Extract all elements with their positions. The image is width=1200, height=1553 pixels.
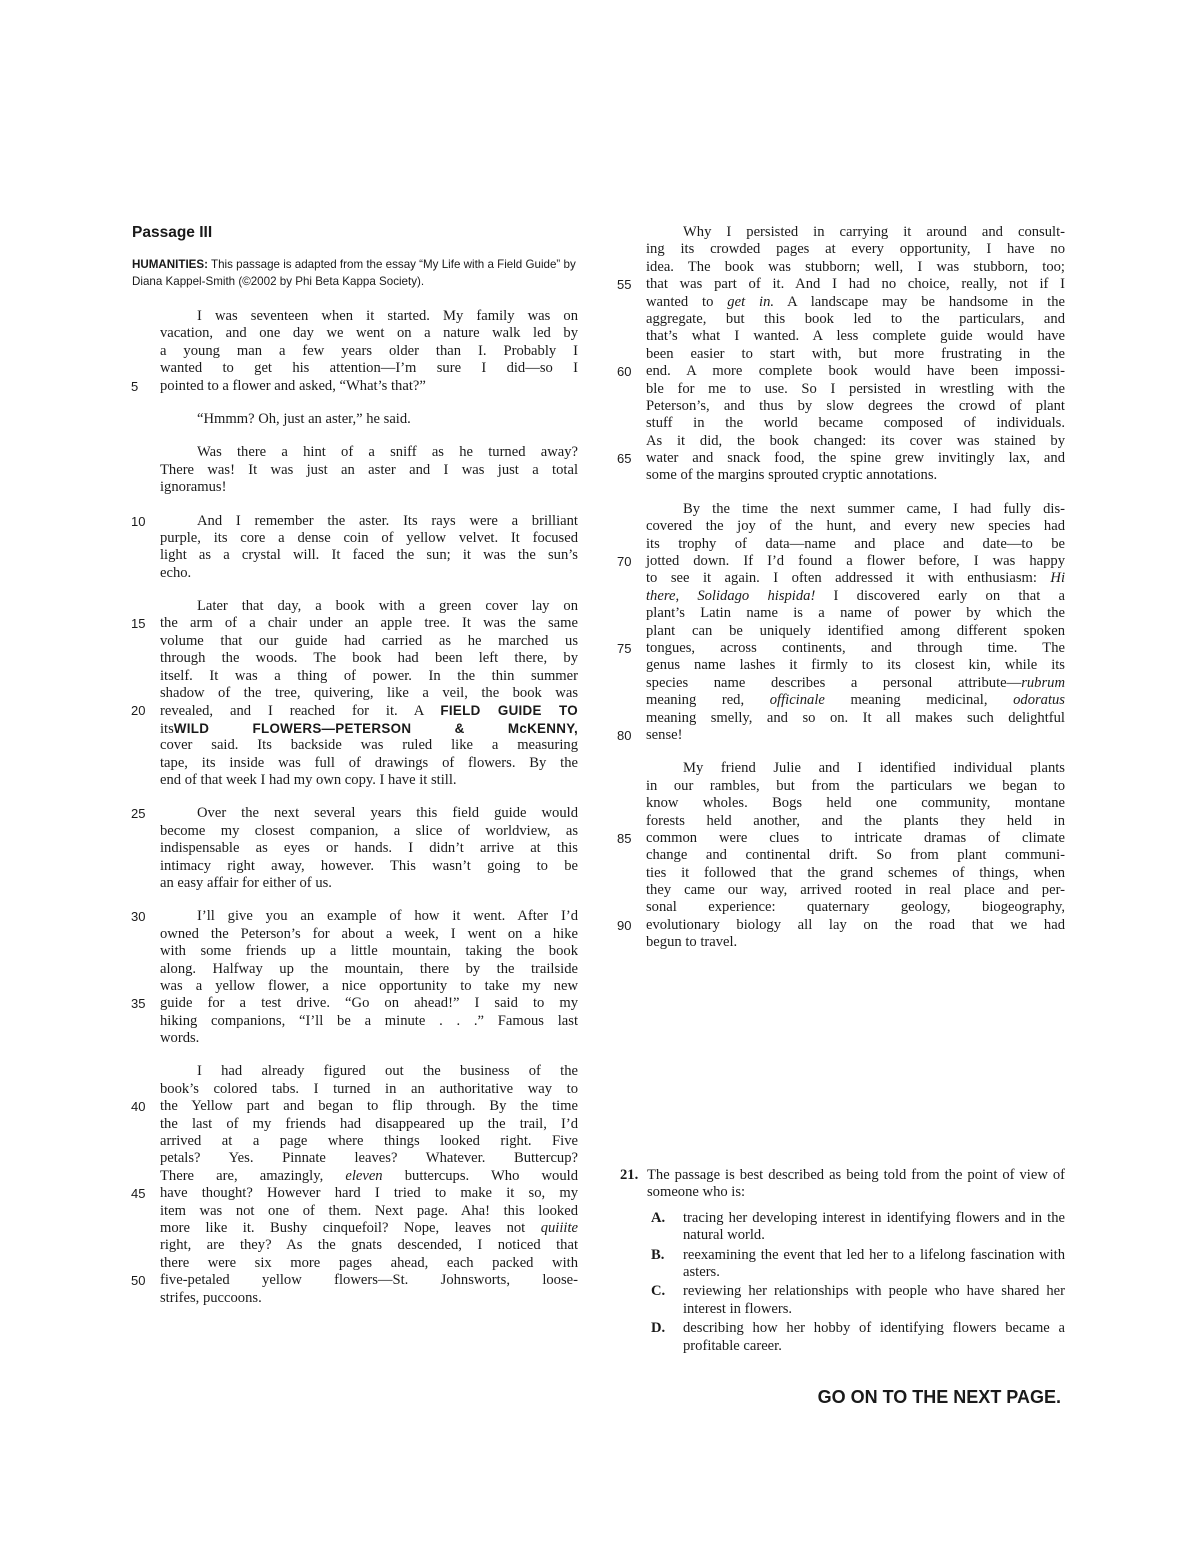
text-line: Peterson’s, and thus by slow degrees the crowd of plant	[646, 397, 1065, 414]
text-line: echo.	[160, 564, 192, 581]
text-line: 25 Over the next several years this field guide would	[131, 805, 578, 822]
answer-option[interactable]	[620, 1320, 1065, 1355]
text-line: owned the Peterson’s for about a week, I went on a hike	[160, 925, 578, 942]
paragraph	[160, 411, 578, 428]
book-title: FIELD GUIDE TO	[440, 703, 578, 719]
option-text: tracing her developing interest in identifying flowers and in the natural world.	[683, 1209, 1065, 1244]
text-line: tape, its inside was full of drawings of flowers. By the	[160, 754, 578, 771]
passage-left-column	[131, 224, 578, 1323]
text-line: begun to travel.	[646, 934, 738, 951]
text-line: more like it. Bushy cinquefoil? Nope, leaves not quiiite	[160, 1219, 578, 1236]
text-line: meaning smelly, and so on. It all makes such delightful	[646, 709, 1065, 726]
text-line: ing its crowded pages at every opportunity, I have no	[646, 241, 1065, 258]
paragraph	[160, 444, 578, 496]
text-line: ties it followed that the grand schemes of things, when	[646, 864, 1065, 881]
line-number: 90	[617, 917, 632, 933]
italic-text: rubrum	[1021, 674, 1065, 691]
text-line: wanted to get in. A landscape may be handsome in the	[646, 293, 1066, 310]
text-line: there, Solidago hispida! I discovered early on that a	[646, 587, 1065, 604]
text-line: an easy affair for either of us.	[160, 874, 332, 891]
text-line: 50 five-petaled yellow flowers—St. Johnsworts, loose-	[131, 1272, 578, 1289]
text-line: there were six more pages ahead, each packed with	[160, 1254, 578, 1271]
text-line: shadow of the tree, quivering, like a veil, the book was	[160, 685, 578, 702]
text-line: right, are they? As the gnats descended, I noticed that	[160, 1237, 578, 1254]
text-line: idea. The book was stubborn; well, I was stubborn, too;	[646, 258, 1065, 275]
question-stem	[620, 1167, 1065, 1202]
paragraph	[131, 805, 578, 892]
paragraph	[131, 908, 578, 1047]
text-line: “Hmmm? Oh, just an aster,” he said.	[197, 410, 411, 427]
text-line: 20 revealed, and I reached for it. A FIELD GUIDE TO	[131, 703, 578, 720]
text-line: I was seventeen when it started. My family was on	[197, 308, 578, 324]
text-line: By the time the next summer came, I had fully dis-	[683, 500, 1065, 517]
paragraph	[131, 512, 578, 583]
text-line: ignoramus!	[160, 479, 227, 496]
option-text: describing how her hobby of identifying flowers became a profitable career.	[683, 1320, 1065, 1354]
option-text: reexamining the event that led her to a lifelong fascination with asters.	[683, 1246, 1065, 1281]
text-line: 10 And I remember the aster. Its rays were a brilliant	[131, 512, 578, 529]
text-line: meaning red, officinale meaning medicinal, odoratus	[646, 692, 1065, 709]
paragraph	[131, 1063, 578, 1306]
line-number: 25	[131, 806, 146, 822]
paragraph	[617, 224, 1066, 485]
line-number: 20	[131, 703, 146, 719]
question-number: 21.	[620, 1167, 639, 1183]
text-line: been easier to start with, but more frustrating in the	[646, 345, 1065, 362]
line-number: 45	[131, 1186, 146, 1202]
text-line: As it did, the book changed: its cover was stained by	[646, 432, 1065, 449]
paragraph	[131, 598, 578, 789]
text-line: light as a crystal will. It faced the sun; it was the sun’s	[160, 547, 578, 564]
italic-text: eleven	[345, 1167, 383, 1184]
text-line: plant’s Latin name is a name of power by which the	[646, 605, 1065, 622]
text-line: 70 jotted down. If I’d found a flower before, I was happy	[617, 553, 1065, 570]
text-line: ble for me to use. So I persisted in wrestling with the	[646, 380, 1065, 397]
line-number: 40	[131, 1099, 146, 1115]
paragraph	[131, 308, 578, 395]
intro-label: HUMANITIES:	[132, 258, 208, 271]
text-line: Later that day, a book with a green cover lay on	[197, 598, 578, 615]
italic-text: officinale	[769, 692, 825, 709]
text-line: end of that week I had my own copy. I have it still.	[160, 771, 457, 788]
italic-text: get in.	[727, 293, 775, 310]
text-line: Was there a hint of a sniff as he turned away?	[197, 444, 578, 461]
text-line: a young man a few years older than I. Probably I	[160, 342, 578, 359]
text-line: cover said. Its backside was ruled like a measuring	[160, 737, 578, 754]
text-line: plant can be uniquely identified among different spoken	[646, 622, 1065, 639]
text-line: that’s what I wanted. A less complete guide would have	[646, 328, 1065, 345]
text-line: know wholes. Bogs held one community, montane	[646, 795, 1065, 812]
intro-text: This passage is adapted from the essay “My Life with a Field Guide” by Diana Kappel-Smith (©2002 by Phi Beta Kappa Society).	[132, 258, 576, 288]
text-line: some of the margins sprouted cryptic annotations.	[646, 467, 938, 484]
line-number: 75	[617, 640, 632, 656]
text-line: arrived at a page where things looked right. Five	[160, 1133, 578, 1150]
option-letter: C.	[651, 1283, 666, 1300]
text-line: 30 I’ll give you an example of how it went. After I’d	[131, 908, 578, 925]
option-letter: D.	[651, 1320, 666, 1337]
line-number: 60	[617, 364, 632, 380]
line-number: 55	[617, 277, 632, 293]
text-line: 40 the Yellow part and began to flip through. By the time	[131, 1098, 578, 1115]
option-letter: B.	[651, 1246, 665, 1263]
text-line: 75 tongues, across continents, and through time. The	[617, 639, 1065, 656]
text-line: the last of my friends had disappeared up the trail, I’d	[160, 1115, 578, 1132]
paragraph	[617, 760, 1065, 951]
text-line: Why I persisted in carrying it around and consult-	[683, 224, 1065, 240]
line-number: 35	[131, 996, 146, 1012]
option-text: reviewing her relationships with people who have shared her interest in flowers.	[683, 1283, 1065, 1317]
italic-text: quiiite	[540, 1219, 578, 1236]
text-line: stuff in the world became composed of individuals.	[646, 415, 1065, 432]
passage-intro	[132, 256, 578, 290]
text-line: 85 common were clues to intricate dramas of climate	[617, 829, 1065, 846]
text-line: aggregate, but this book led to the particulars, and	[646, 310, 1065, 327]
answer-options	[620, 1210, 1065, 1355]
text-line: 15 the arm of a chair under an apple tree. It was the same	[131, 615, 578, 632]
question-21	[620, 1167, 1065, 1357]
text-line: sonal experience: quaternary geology, biogeography,	[646, 899, 1065, 916]
text-line: 5 pointed to a flower and asked, “What’s that?”	[131, 377, 426, 394]
answer-option[interactable]	[620, 1247, 1065, 1282]
text-line: My friend Julie and I identified individual plants	[683, 760, 1065, 777]
text-line: forests held another, and the plants they held in	[646, 812, 1065, 829]
text-line: indispensable as eyes or hands. I didn’t arrive at this	[160, 840, 578, 857]
line-number: 85	[617, 830, 632, 846]
answer-option[interactable]	[620, 1210, 1065, 1245]
text-line: to see it again. I often addressed it with enthusiasm: Hi	[646, 570, 1065, 587]
italic-text: there, Solidago hispida!	[646, 587, 816, 604]
book-title: WILD FLOWERS—PETERSON & McKENNY,	[173, 720, 578, 736]
line-number: 80	[617, 727, 632, 743]
text-line: covered the joy of the hunt, and every new species had	[646, 518, 1065, 535]
text-line: 35 guide for a test drive. “Go on ahead!” I said to my	[131, 995, 578, 1012]
passage-title: Passage III	[132, 224, 213, 241]
text-line: with some friends up a little mountain, taking the book	[160, 943, 578, 960]
text-line: become my closest companion, a slice of worldview, as	[160, 822, 578, 839]
text-line: intimacy right away, however. This wasn’t going to be	[160, 857, 578, 874]
text-line: species name describes a personal attribute—rubrum	[646, 674, 1065, 691]
text-line: item was not one of them. Next page. Aha! this looked	[160, 1202, 578, 1219]
text-line: was a yellow flower, a nice opportunity to take my new	[160, 977, 578, 994]
text-line: 55 that was part of it. And I had no choice, really, not if I	[617, 276, 1065, 293]
text-line: There are, amazingly, eleven buttercups. Who would	[160, 1167, 578, 1184]
text-line: 80 sense!	[617, 726, 683, 743]
option-letter: A.	[651, 1209, 666, 1226]
line-number: 15	[131, 616, 146, 632]
line-number: 65	[617, 451, 632, 467]
text-line: they came our way, arrived rooted in real place and per-	[646, 882, 1065, 899]
text-line: through the woods. The book had been left there, by	[160, 650, 578, 667]
text-line: along. Halfway up the mountain, there by the trailside	[160, 960, 578, 977]
text-line: hiking companions, “I’ll be a minute . . .” Famous last	[160, 1012, 578, 1029]
text-line: 60 end. A more complete book would have been impossi-	[617, 363, 1065, 380]
text-line: words.	[160, 1030, 200, 1047]
italic-text: odoratus	[1013, 692, 1065, 709]
text-line: petals? Yes. Pinnate leaves? Whatever. Buttercup?	[160, 1150, 578, 1167]
question-stem-text: The passage is best described as being told from the point of view of someone who is:	[647, 1167, 1065, 1201]
text-line: volume that our guide had carried as he marched us	[160, 632, 578, 649]
italic-text: Hi	[1050, 570, 1065, 587]
paragraph	[617, 500, 1065, 744]
answer-option[interactable]	[620, 1283, 1065, 1318]
text-line: change and continental drift. So from plant communi-	[646, 847, 1065, 864]
text-line: purple, its core a dense coin of yellow velvet. It focused	[160, 529, 578, 546]
line-number: 5	[131, 378, 139, 394]
text-line: strifes, puccoons.	[160, 1289, 262, 1306]
text-line: its trophy of data—name and place and date—to be	[646, 535, 1065, 552]
text-line: 65 water and snack food, the spine grew invitingly lax, and	[617, 450, 1065, 467]
text-line: in our rambles, but from the particulars we began to	[646, 777, 1065, 794]
text-line: wanted to get his attention—I’m sure I did—so I	[160, 360, 578, 377]
line-number: 50	[131, 1273, 146, 1289]
text-line: 45 have thought? However hard I tried to make it so, my	[131, 1185, 578, 1202]
footer-next-page: GO ON TO THE NEXT PAGE.	[817, 1387, 1061, 1407]
text-line: I had already figured out the business of the	[197, 1063, 578, 1080]
text-line: book’s colored tabs. I turned in an authoritative way to	[160, 1080, 578, 1097]
line-number: 30	[131, 909, 146, 925]
text-line: itself. It was a thing of power. In the thin summer	[160, 667, 578, 684]
text-line: genus name lashes it firmly to its closest kin, while its	[646, 657, 1065, 674]
passage-right-body	[617, 224, 1066, 952]
passage-right-column	[617, 224, 1066, 968]
line-number: 10	[131, 513, 146, 529]
text-line: itsWILD FLOWERS—PETERSON & McKENNY,	[160, 720, 578, 737]
text-line: There was! It was just an aster and I was just a total	[160, 461, 578, 478]
line-number: 70	[617, 554, 632, 570]
text-line: 90 evolutionary biology all lay on the road that we had	[617, 916, 1065, 933]
passage-left-body	[131, 308, 578, 1307]
text-line: vacation, and one day we went on a nature walk led by	[160, 325, 578, 342]
